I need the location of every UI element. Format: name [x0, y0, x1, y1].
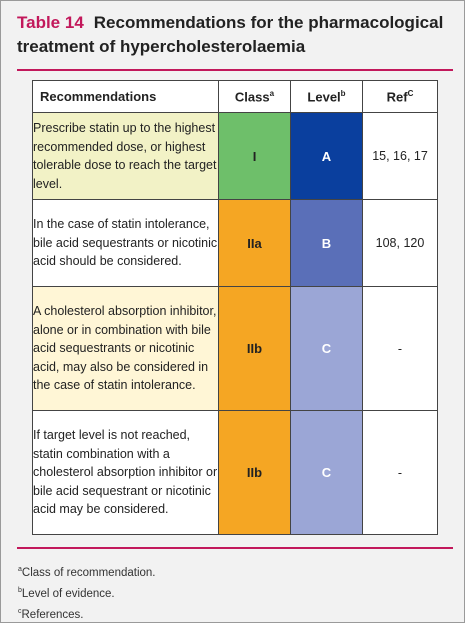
recommendation-cell: If target level is not reached, statin combination with a cholesterol absorption inhibitor or bile acid sequestrant or nicotinic acid may be considered.	[33, 411, 219, 535]
header-recommendations: Recommendations	[33, 81, 219, 113]
table-row	[33, 200, 438, 287]
table-title-text: Recommendations for the pharmacological treatment of hypercholesterolaemia	[17, 13, 444, 56]
title-rule	[17, 69, 453, 71]
recommendation-cell: A cholesterol absorption inhibitor, alone or in combination with bile acid sequestrants or nicotinic acid, may also be considered in the case of statin intolerance.	[33, 287, 219, 411]
level-cell: C	[291, 411, 363, 535]
recommendation-cell: Prescribe statin up to the highest recommended dose, or highest tolerable dose to reach the target level.	[33, 113, 219, 200]
level-cell: C	[291, 287, 363, 411]
table-number: Table 14	[17, 13, 84, 32]
ref-cell: 108, 120	[363, 200, 438, 287]
header-class: Class$^a$	[219, 81, 291, 113]
recommendation-cell: In the case of statin intolerance, bile acid sequestrants or nicotinic acid should be considered.	[33, 200, 219, 287]
ref-cell: 15, 16, 17	[363, 113, 438, 200]
table-row	[33, 287, 438, 411]
header-ref: Ref$^C$	[363, 81, 438, 113]
ref-cell: -	[363, 411, 438, 535]
class-cell: IIa	[219, 200, 291, 287]
footnote: $^b$Level of evidence.	[18, 586, 115, 600]
table-row	[33, 411, 438, 535]
footnotes	[18, 561, 438, 623]
class-cell: IIb	[219, 411, 291, 535]
ref-cell: -	[363, 287, 438, 411]
table-title	[17, 11, 457, 59]
header-row	[33, 81, 438, 113]
level-cell: B	[291, 200, 363, 287]
table-row	[33, 113, 438, 200]
recommendations-table	[32, 80, 438, 535]
class-cell: IIb	[219, 287, 291, 411]
bottom-rule	[17, 547, 453, 549]
footnote: $^c$References.	[18, 607, 84, 621]
header-level: Level$^b$	[291, 81, 363, 113]
class-cell: I	[219, 113, 291, 200]
footnote: $^a$Class of recommendation.	[18, 566, 156, 579]
level-cell: A	[291, 113, 363, 200]
